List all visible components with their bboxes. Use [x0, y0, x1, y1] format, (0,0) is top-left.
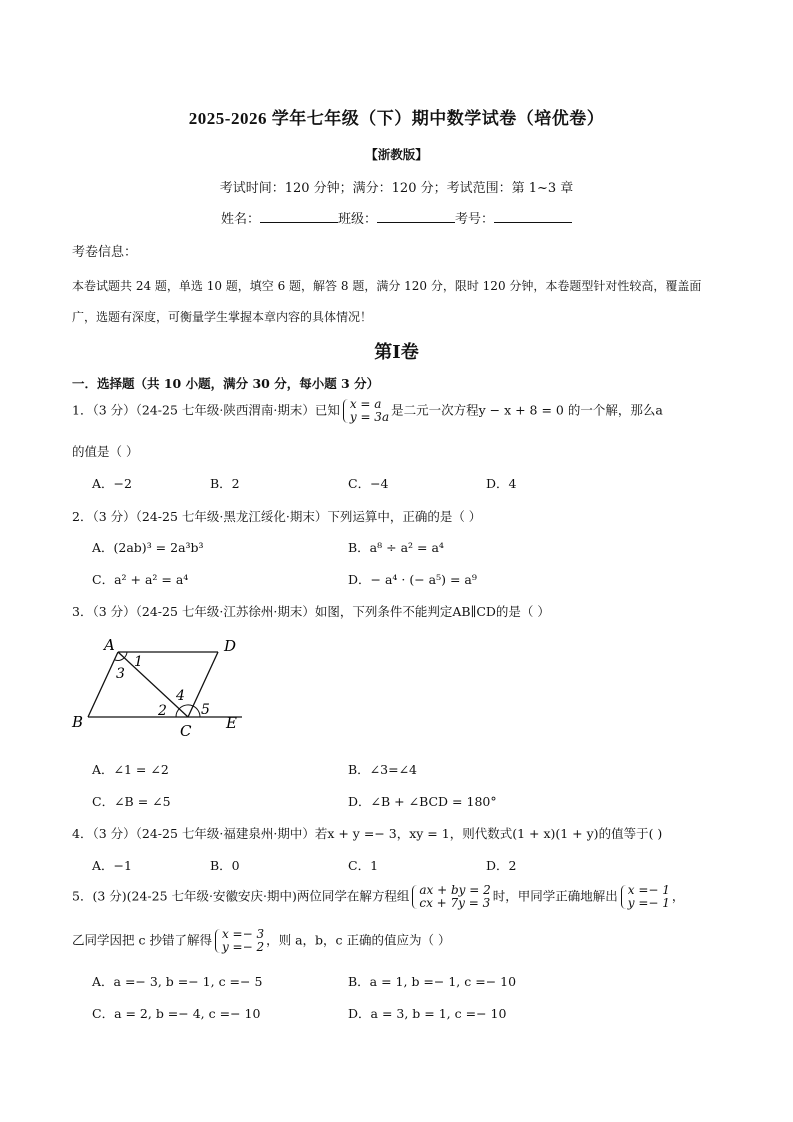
- name-label: 姓名：: [220, 212, 260, 227]
- id-blank: [494, 210, 572, 223]
- q4-option-b[interactable]: B．0: [210, 858, 240, 873]
- q5-sys3-eq1: x =− 3: [221, 927, 265, 941]
- class-blank: [377, 210, 455, 223]
- angle-3-arc: [115, 658, 124, 660]
- q1-option-d[interactable]: D．4: [486, 476, 517, 491]
- q2-option-b[interactable]: B．a⁸ ÷ a² = a⁴: [348, 540, 444, 555]
- q5-option-c[interactable]: C．a = 2, b =− 4, c =− 10: [92, 1006, 261, 1021]
- q5-system-2: [620, 884, 670, 910]
- q3-option-d[interactable]: D．∠B + ∠BCD = 180°: [348, 794, 497, 809]
- label-3: 3: [116, 666, 125, 682]
- q5-sys2-eq2: y =− 1: [627, 896, 670, 910]
- q5-line2: [72, 928, 451, 954]
- angle-1-arc: [124, 652, 127, 658]
- q4-option-a[interactable]: A．−1: [92, 858, 132, 873]
- label-5: 5: [201, 702, 210, 718]
- question-3: 3．（3 分）（24-25 七年级·江苏徐州·期末）如图，下列条件不能判定AB∥CD的是（ ）: [72, 604, 550, 619]
- q5-sys2-eq1: x =− 1: [627, 883, 670, 897]
- q3-option-a[interactable]: A．∠1 = ∠2: [92, 762, 169, 777]
- question-4: 4．（3 分）（24-25 七年级·福建泉州·期中）若x + y =− 3，xy = 1，则代数式(1 + x)(1 + y)的值等于( ): [72, 826, 663, 841]
- parallelogram-figure: [70, 632, 250, 744]
- q1-eq2: y = 3a: [349, 410, 390, 424]
- id-label: 考号：: [455, 212, 495, 227]
- q5-system-1: [411, 884, 490, 910]
- q5-option-d[interactable]: D．a = 3, b = 1, c =− 10: [348, 1006, 507, 1021]
- q1-option-c[interactable]: C．−4: [348, 476, 389, 491]
- class-label: 班级：: [337, 212, 377, 227]
- question-1: [72, 398, 663, 424]
- q5-system-3: [214, 928, 264, 954]
- q5-mid: 时，甲同学正确地解出: [492, 888, 618, 904]
- angle-4-arc: [180, 705, 193, 708]
- q1-line2: 的值是（ ）: [72, 444, 139, 459]
- q5-option-a[interactable]: A．a =− 3, b =− 1, c =− 5: [92, 974, 263, 989]
- label-B: B: [72, 713, 84, 731]
- q1-eq1: x = a: [349, 397, 382, 411]
- info-label: 考卷信息：: [72, 245, 138, 260]
- q5-sys1-eq1: ax + by = 2: [419, 883, 491, 897]
- question-5: [72, 884, 684, 910]
- q1-option-b[interactable]: B．2: [210, 476, 240, 491]
- label-A: A: [104, 636, 115, 654]
- q1-option-a[interactable]: A．−2: [92, 476, 132, 491]
- q5-line2a: 乙同学因把 c 抄错了解得: [72, 932, 212, 948]
- student-fields: [0, 208, 793, 227]
- name-blank: [260, 210, 338, 223]
- q1-system: [342, 398, 389, 424]
- label-D: D: [224, 637, 237, 655]
- info-text: 本卷试题共 24 题，单选 10 题，填空 6 题，解答 8 题，满分 120 分，限时 120 分钟，本卷题型针对性较高，覆盖面广，选题有深度，可衡量学生掌握本章内容的具体情况！: [72, 279, 702, 324]
- q5-stem: 5．(3 分)(24-25 七年级·安徽安庆·期中)两位同学在解方程组: [72, 888, 410, 904]
- q2-option-a[interactable]: A．(2ab)³ = 2a³b³: [92, 540, 204, 555]
- q5-sys3-eq2: y =− 2: [221, 940, 265, 954]
- label-E: E: [226, 714, 237, 732]
- label-C: C: [180, 722, 192, 740]
- q5-sys1-eq2: cx + 7y = 3: [419, 896, 491, 910]
- exam-title: 2025-2026 学年七年级（下）期中数学试卷（培优卷）: [188, 109, 605, 128]
- q5-option-b[interactable]: B．a = 1, b =− 1, c =− 10: [348, 974, 517, 989]
- question-2: 2．（3 分）（24-25 七年级·黑龙江绥化·期末）下列运算中，正确的是（ ）: [72, 509, 482, 524]
- q4-option-c[interactable]: C．1: [348, 858, 379, 873]
- segment-ab: [88, 652, 118, 717]
- edition-label: 【浙教版】: [365, 147, 428, 162]
- q2-option-d[interactable]: D．− a⁴ · (− a⁵) = a⁹: [348, 572, 477, 587]
- q5-end: ，: [671, 888, 685, 904]
- q1-rest: 是二元一次方程y − x + 8 = 0 的一个解，那么a: [391, 402, 663, 418]
- section-title: 一．选择题（共 10 小题，满分 30 分，每小题 3 分）: [72, 376, 380, 391]
- segment-ac: [118, 652, 188, 717]
- label-4: 4: [176, 688, 185, 704]
- q2-option-c[interactable]: C．a² + a² = a⁴: [92, 572, 189, 587]
- q3-option-c[interactable]: C．∠B = ∠5: [92, 794, 171, 809]
- label-2: 2: [158, 703, 167, 719]
- part-title: 第Ⅰ卷: [374, 342, 419, 363]
- q1-stem: 1．（3 分）（24-25 七年级·陕西渭南·期末）已知: [72, 402, 340, 418]
- label-1: 1: [134, 654, 143, 670]
- angle-5-arc: [193, 706, 200, 717]
- exam-meta: 考试时间：120 分钟；满分：120 分；考试范围：第 1~3 章: [219, 181, 574, 196]
- q5-line2b: ，则 a，b，c 正确的值应为（ ）: [266, 932, 451, 948]
- q3-option-b[interactable]: B．∠3=∠4: [348, 762, 418, 777]
- q4-option-d[interactable]: D．2: [486, 858, 517, 873]
